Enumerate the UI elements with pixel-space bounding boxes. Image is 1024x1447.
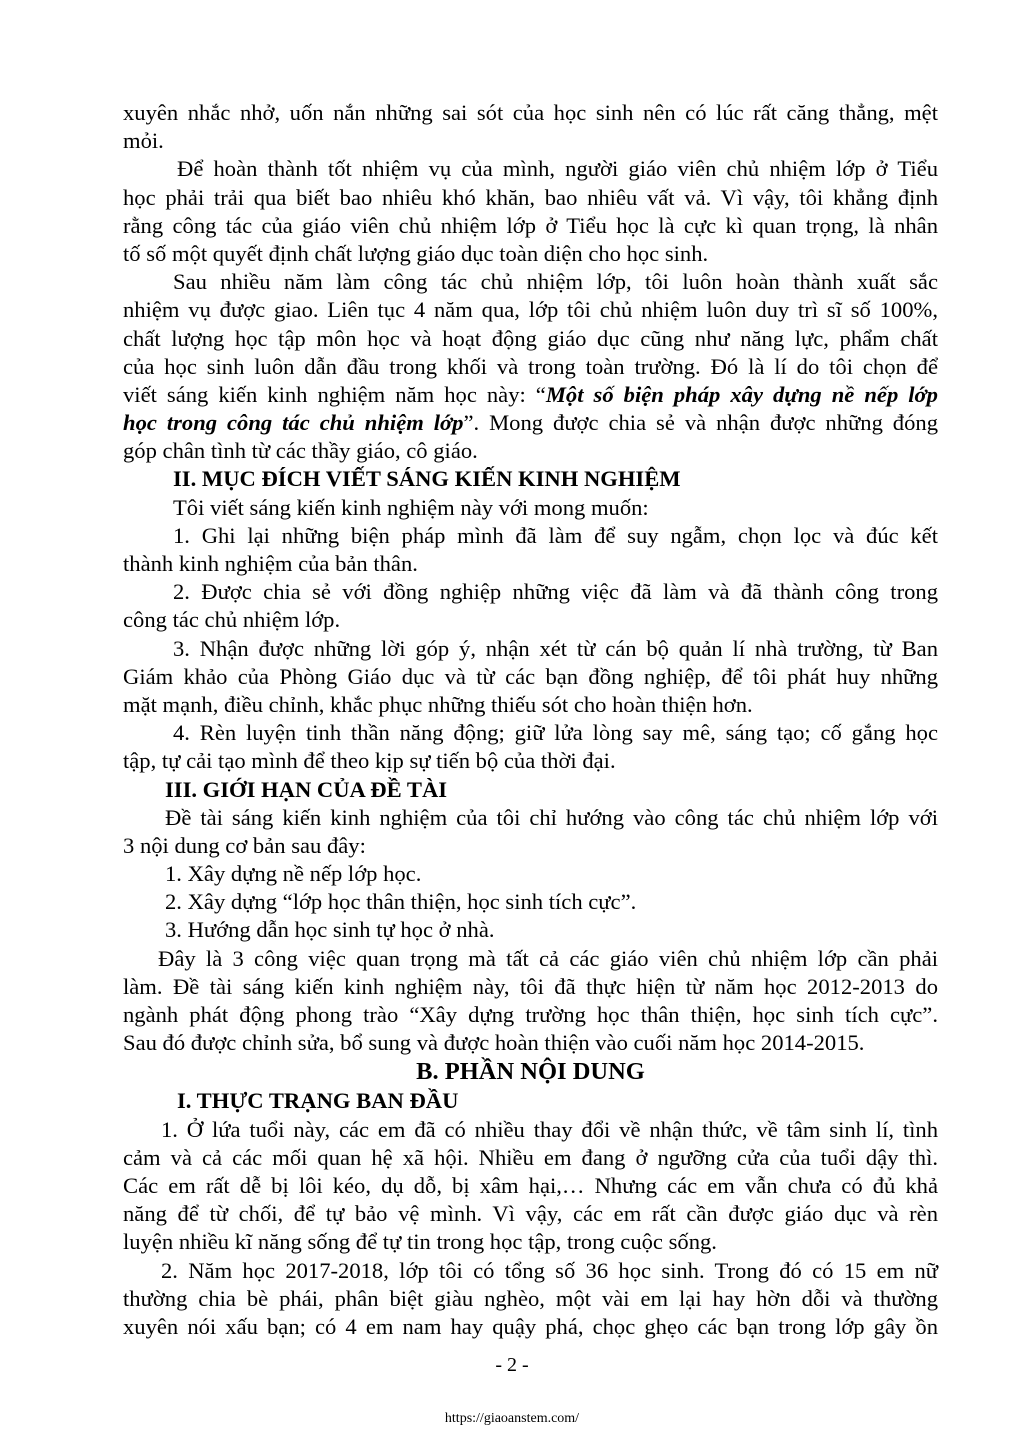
- text-line: tập, tự cải tạo mình để theo kịp sự tiến bộ của thời đại.: [123, 748, 616, 774]
- text-line: của học sinh luôn dẫn đầu trong khối và trong toàn trường. Đó là lí do tôi chọn để: [123, 353, 938, 379]
- footer-url: https://giaoanstem.com/: [444, 1411, 580, 1426]
- text-line: làm. Đề tài sáng kiến kinh nghiệm này, tôi đã thực hiện từ năm học 2012-2013 do: [123, 973, 938, 999]
- text-line: xuyên nhắc nhở, uốn nắn những sai sót của học sinh nên có lúc rất căng thẳng, mệt: [123, 100, 938, 125]
- page-number: - 2 -: [495, 1354, 529, 1376]
- text-line: năng để từ chối, để tự bảo vệ mình. Vì vậy, các em rất cần được giáo dục và rèn: [123, 1201, 938, 1227]
- text-line: [123, 409, 938, 437]
- text-line: 1. Ghi lại những biện pháp mình đã làm để suy ngẫm, chọn lọc và đúc kết: [173, 522, 938, 548]
- part-heading: B. PHẦN NỘI DUNG: [416, 1058, 645, 1086]
- text-line: 1. Xây dựng nề nếp lớp học.: [165, 861, 422, 887]
- text-line: Đây là 3 công việc quan trọng mà tất cả các giáo viên chủ nhiệm lớp cần phải: [158, 945, 938, 971]
- text-line: Đề tài sáng kiến kinh nghiệm của tôi chỉ hướng vào công tác chủ nhiệm lớp với: [165, 804, 938, 830]
- text-line: Tôi viết sáng kiến kinh nghiệm này với mong muốn:: [173, 494, 649, 520]
- text-line: ngành phát động phong trào “Xây dựng trường học thân thiện, học sinh tích cực”.: [123, 1002, 938, 1027]
- text-line: cảm và cả các mối quan hệ xã hội. Nhiều em đang ở ngưỡng cửa của tuổi dậy thì.: [123, 1144, 938, 1170]
- text-span: ”. Mong được chia sẻ và nhận được những đóng: [463, 410, 938, 436]
- document-page: [123, 99, 938, 1341]
- section-heading: III. GIỚI HẠN CỦA ĐỀ TÀI: [165, 776, 448, 802]
- text-line: thường chia bè phái, phân biệt giàu nghèo, một vài em lại hay hờn dỗi và thường: [123, 1285, 938, 1311]
- text-line: Các em rất dễ bị lôi kéo, dụ dỗ, bị xâm hại,… Nhưng các em vẫn chưa có đủ khả: [123, 1172, 938, 1198]
- text-line: 1. Ở lứa tuổi này, các em đã có nhiều thay đổi về nhận thức, về tâm sinh lí, tình: [161, 1116, 938, 1142]
- text-line: 2. Được chia sẻ với đồng nghiệp những việc đã làm và đã thành công trong: [173, 579, 938, 605]
- text-span: viết sáng kiến kinh nghiệm năm học này: “: [123, 381, 546, 407]
- section-heading: I. THỰC TRẠNG BAN ĐẦU: [177, 1088, 459, 1114]
- text-line: 4. Rèn luyện tinh thần năng động; giữ lửa lòng say mê, sáng tạo; cố gắng học: [173, 720, 938, 746]
- text-line: luyện nhiều kĩ năng sống để tự tin trong học tập, trong cuộc sống.: [123, 1229, 717, 1255]
- text-line: mỏi.: [123, 128, 164, 154]
- text-line: góp chân tình từ các thầy giáo, cô giáo.: [123, 438, 478, 464]
- text-line: rằng công tác của giáo viên chủ nhiệm lớp ở Tiểu học là cực kì quan trọng, là nhân: [123, 212, 938, 238]
- text-line: thành kinh nghiệm của bản thân.: [123, 551, 418, 576]
- emphasis-text: học trong công tác chủ nhiệm lớp: [123, 410, 464, 436]
- emphasis-text: Một số biện pháp xây dựng nề nếp lớp: [545, 381, 938, 407]
- text-line: 3. Nhận được những lời góp ý, nhận xét từ cán bộ quản lí nhà trường, từ Ban: [173, 635, 938, 661]
- text-line: tố số một quyết định chất lượng giáo dục toàn diện cho học sinh.: [123, 240, 709, 266]
- text-line: xuyên nói xấu bạn; có 4 em nam hay quậy phá, chọc ghẹo các bạn trong lớp gây ồn: [123, 1313, 938, 1339]
- text-line: 3. Hướng dẫn học sinh tự học ở nhà.: [165, 917, 495, 943]
- text-line: mặt mạnh, điều chỉnh, khắc phục những thiếu sót cho hoàn thiện hơn.: [123, 691, 753, 717]
- text-line: [123, 381, 938, 409]
- text-line: Để hoàn thành tốt nhiệm vụ của mình, người giáo viên chủ nhiệm lớp ở Tiểu: [177, 156, 938, 182]
- section-heading: II. MỤC ĐÍCH VIẾT SÁNG KIẾN KINH NGHIỆM: [173, 466, 681, 492]
- text-line: Sau nhiều năm làm công tác chủ nhiệm lớp, tôi luôn hoàn thành xuất sắc: [173, 269, 938, 295]
- text-line: 2. Xây dựng “lớp học thân thiện, học sinh tích cực”.: [165, 889, 637, 915]
- text-line: học phải trải qua biết bao nhiêu khó khăn, bao nhiêu vất vả. Vì vậy, tôi khẳng định: [123, 184, 938, 210]
- text-line: công tác chủ nhiệm lớp.: [123, 607, 341, 633]
- text-line: Giám khảo của Phòng Giáo dục và từ các bạn đồng nghiệp, để tôi phát huy những: [123, 663, 938, 689]
- text-line: chất lượng học tập môn học và hoạt động giáo dục cũng như năng lực, phẩm chất: [123, 325, 938, 351]
- text-line: 3 nội dung cơ bản sau đây:: [123, 832, 366, 858]
- text-line: Sau đó được chỉnh sửa, bổ sung và được hoàn thiện vào cuối năm học 2014-2015.: [123, 1030, 865, 1056]
- text-line: 2. Năm học 2017-2018, lớp tôi có tổng số 36 học sinh. Trong đó có 15 em nữ: [161, 1257, 938, 1283]
- text-line: nhiệm vụ được giao. Liên tục 4 năm qua, lớp tôi chủ nhiệm luôn duy trì sĩ số 100%,: [123, 297, 938, 323]
